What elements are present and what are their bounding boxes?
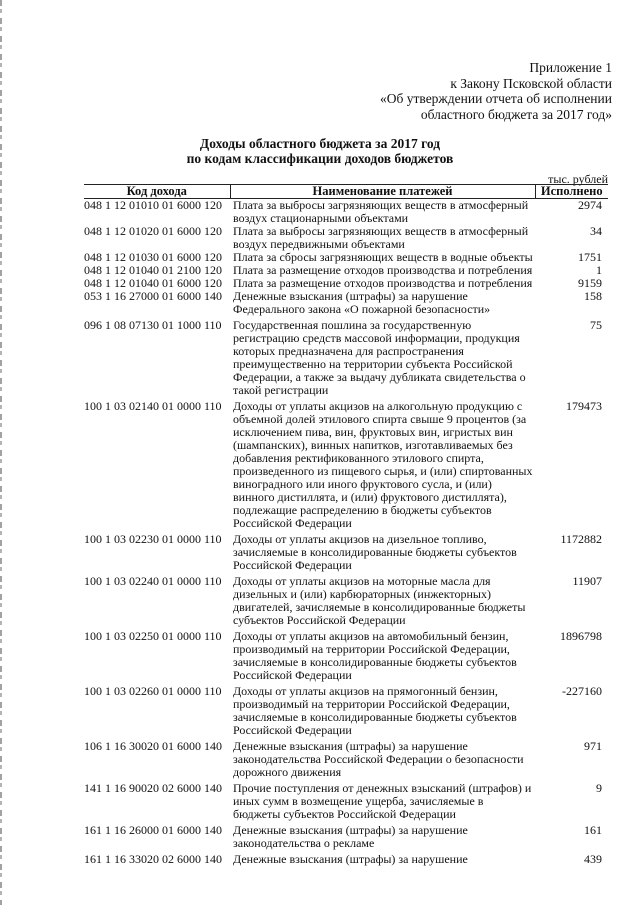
income-code: 100 1 03 02140 01 0000 110 — [84, 399, 222, 413]
payment-name: Доходы от уплаты акцизов на дизельное топливо, зачисляемые в консолидированные бюджеты субъектов Российской Федерации — [233, 532, 517, 572]
payment-name: Плата за размещение отходов производства и потребления — [233, 276, 533, 290]
executed-value: 1172882 — [560, 532, 602, 546]
payment-name: Доходы от уплаты акцизов на алкогольную продукцию с объемной долей этилового спирта свыше 9 процентов (за исключением пива, вин, фруктовых вин, игристых вин (шампанских), винных напитков, изготавливаемых без добавления ректификованного этилового спирта, произведенного из пищевого сырья, и (или) спиртованных виноградного или иного фруктового сусла, и (или) винного дистиллята, и (или) фруктового дистиллята), подлежащие распределению в бюджеты субъектов Российской Федерации — [233, 399, 533, 530]
table-row — [84, 397, 608, 530]
income-code: 048 1 12 01010 01 6000 120 — [84, 198, 222, 212]
income-code: 048 1 12 01030 01 6000 120 — [84, 250, 222, 264]
payment-name: Денежные взыскания (штрафы) за нарушение законодательства о рекламе — [233, 823, 468, 850]
income-code: 106 1 16 30020 01 6000 140 — [84, 739, 222, 753]
table-row — [84, 316, 608, 397]
executed-value: 1896798 — [560, 629, 602, 643]
table-row — [84, 572, 608, 627]
table-row — [84, 290, 608, 316]
appendix-header — [312, 60, 612, 122]
income-code: 053 1 16 27000 01 6000 140 — [84, 289, 222, 303]
payment-name: Денежные взыскания (штрафы) за нарушение законодательства Российской Федерации о безопасности дорожного движения — [233, 739, 524, 779]
payment-name: Доходы от уплаты акцизов на моторные масла для дизельных и (или) карбюраторных (инжекторных) двигателей, зачисляемые в консолидированные бюджеты субъектов Российской Федерации — [233, 574, 526, 627]
executed-value: 179473 — [566, 399, 602, 413]
payment-name: Денежные взыскания (штрафы) за нарушение — [233, 852, 468, 866]
payment-name: Плата за выбросы загрязняющих веществ в атмосферный воздух стационарными объектами — [233, 198, 529, 225]
revenue-table — [84, 184, 608, 866]
executed-value: 2974 — [578, 198, 602, 212]
table-row — [84, 225, 608, 251]
payment-name: Прочие поступления от денежных взысканий (штрафов) и иных сумм в возмещение ущерба, зачисляемые в бюджеты субъектов Российской Федерации — [233, 781, 532, 821]
appendix-line: областного бюджета за 2017 год» — [420, 106, 612, 122]
appendix-line: к Закону Псковской области — [450, 75, 612, 91]
executed-value: -227160 — [562, 684, 602, 698]
units-label: тыс. рублей — [548, 172, 608, 186]
executed-value: 1751 — [578, 250, 602, 264]
payment-name: Доходы от уплаты акцизов на прямогонный бензин, производимый на территории Российской Федерации, зачисляемые в консолидированные бюджеты субъектов Российской Федерации — [233, 684, 517, 737]
executed-value: 1 — [596, 263, 602, 277]
income-code: 096 1 08 07130 01 1000 110 — [84, 318, 222, 332]
executed-value: 11907 — [572, 574, 602, 588]
payment-name: Доходы от уплаты акцизов на автомобильный бензин, производимый на территории Российской Федерации, зачисляемые в консолидированные бюджеты субъектов Российской Федерации — [233, 629, 517, 682]
income-code: 100 1 03 02260 01 0000 110 — [84, 684, 222, 698]
income-code: 161 1 16 33020 02 6000 140 — [84, 852, 222, 866]
income-code: 100 1 03 02230 01 0000 110 — [84, 532, 222, 546]
executed-value: 9159 — [578, 276, 602, 290]
executed-value: 75 — [590, 318, 602, 332]
executed-value: 439 — [584, 852, 602, 866]
payment-name: Государственная пошлина за государственную регистрацию средств массовой информации, продукция которых предназначена для распространения преимущественно на территории субъекта Российской Федерации, а также за выдачу дубликата свидетельства о такой регистрации — [233, 318, 526, 397]
table-row — [84, 199, 608, 226]
header-code: Код дохода — [84, 185, 230, 199]
title-line: Доходы областного бюджета за 2017 год — [199, 136, 441, 151]
payment-name: Плата за сбросы загрязняющих веществ в водные объекты — [233, 250, 533, 264]
executed-value: 971 — [584, 739, 602, 753]
executed-value: 34 — [590, 224, 602, 238]
table-row — [84, 530, 608, 572]
document-title — [0, 136, 640, 166]
title-line: по кодам классификации доходов бюджетов — [186, 151, 454, 166]
header-name: Наименование платежей — [230, 185, 535, 199]
header-value: Исполнено — [535, 185, 608, 199]
payment-name: Плата за размещение отходов производства и потребления — [233, 263, 533, 277]
payment-name: Плата за выбросы загрязняющих веществ в атмосферный воздух передвижными объектами — [233, 224, 529, 251]
table-header-row — [84, 185, 608, 199]
income-code: 048 1 12 01020 01 6000 120 — [84, 224, 222, 238]
executed-value: 158 — [584, 289, 602, 303]
executed-value: 161 — [584, 823, 602, 837]
payment-name: Денежные взыскания (штрафы) за нарушение Федерального закона «О пожарной безопасности» — [233, 289, 491, 316]
table-row — [84, 627, 608, 682]
income-code: 048 1 12 01040 01 2100 120 — [84, 263, 222, 277]
appendix-line: Приложение 1 — [529, 60, 612, 75]
table-row — [84, 737, 608, 779]
table-row — [84, 850, 608, 866]
table-row — [84, 821, 608, 850]
executed-value: 9 — [596, 781, 602, 795]
income-code: 100 1 03 02250 01 0000 110 — [84, 629, 222, 643]
table-row — [84, 779, 608, 821]
appendix-line: «Об утверждении отчета об исполнении — [380, 91, 612, 106]
income-code: 048 1 12 01040 01 6000 120 — [84, 276, 222, 290]
income-code: 141 1 16 90020 02 6000 140 — [84, 781, 222, 795]
table-row — [84, 682, 608, 737]
income-code: 161 1 16 26000 01 6000 140 — [84, 823, 222, 837]
income-code: 100 1 03 02240 01 0000 110 — [84, 574, 222, 588]
